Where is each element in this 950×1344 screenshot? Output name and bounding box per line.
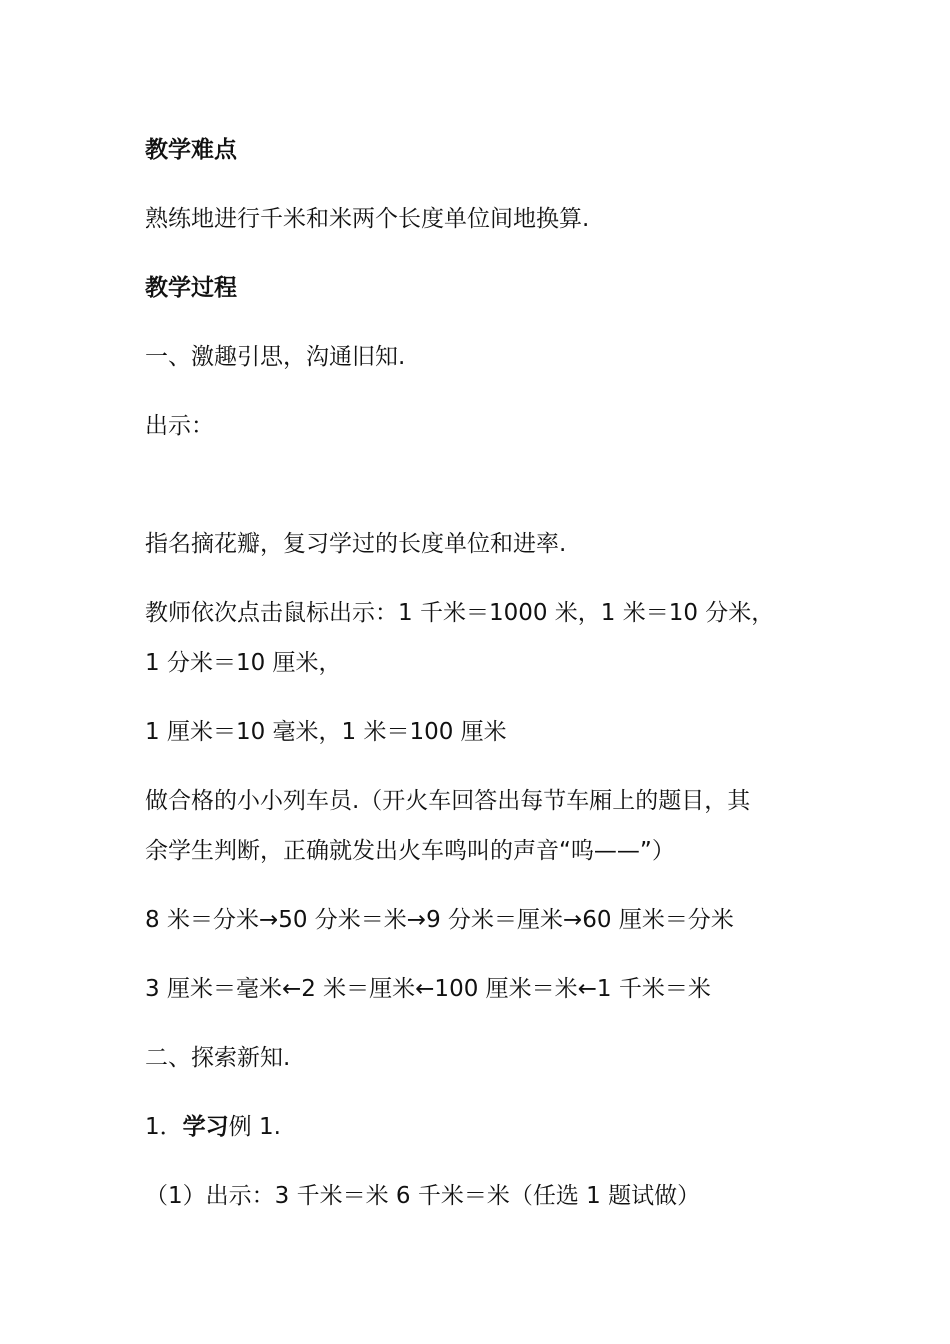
item-one-heading	[145, 1112, 281, 1142]
heading-teaching-difficulty: 教学难点	[145, 137, 237, 163]
section-one-title: 一、激趣引思，沟通旧知.	[145, 344, 406, 370]
heading-teaching-process: 教学过程	[145, 275, 237, 301]
train-activity-line-1: 做合格的小小列车员.（开火车回答出每节车厢上的题目，其	[145, 788, 751, 814]
teacher-line-1: 教师依次点击鼠标出示：1 千米＝1000 米，1 米＝10 分米，	[145, 600, 775, 626]
difficulty-text: 熟练地进行千米和米两个长度单位间地换算.	[145, 206, 590, 232]
petal-review-text: 指名摘花瓣，复习学过的长度单位和进率.	[145, 531, 567, 557]
teacher-line-2: 1 分米＝10 厘米，	[145, 650, 342, 676]
teacher-line-3: 1 厘米＝10 毫米，1 米＝100 厘米	[145, 719, 507, 745]
item-one-number: 1．	[145, 1114, 183, 1140]
item-one-rest: 例 1.	[228, 1114, 281, 1140]
conversion-chain-1: 8 米＝分米→50 分米＝米→9 分米＝厘米→60 厘米＝分米	[145, 907, 734, 933]
conversion-chain-2: 3 厘米＝毫米←2 米＝厘米←100 厘米＝米←1 千米＝米	[145, 976, 711, 1002]
item-one-subtask: （1）出示：3 千米＝米 6 千米＝米（任选 1 题试做）	[145, 1183, 701, 1209]
item-one-bold-label: 学习	[182, 1114, 229, 1140]
train-activity-line-2: 余学生判断，正确就发出火车鸣叫的声音“呜——”）	[145, 838, 675, 864]
show-label: 出示：	[145, 413, 214, 439]
section-two-title: 二、探索新知.	[145, 1045, 291, 1071]
